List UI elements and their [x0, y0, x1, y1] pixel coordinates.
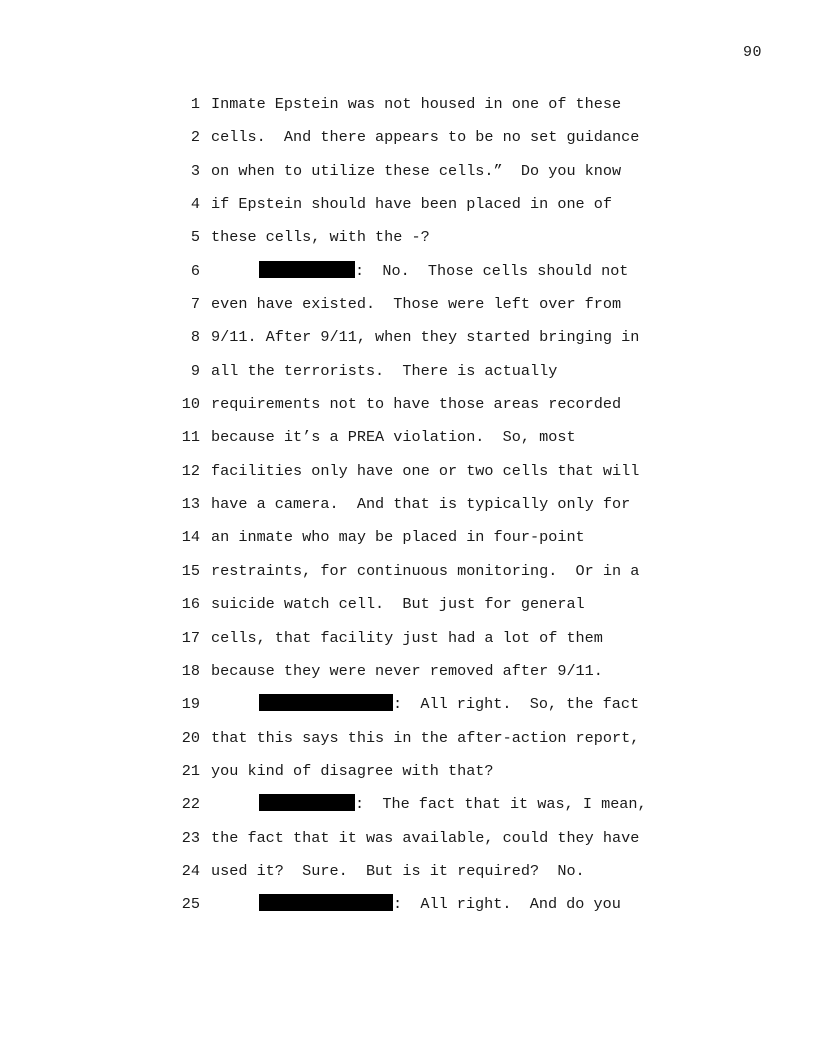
transcript-line — [0, 525, 816, 558]
transcript-line — [0, 192, 816, 225]
transcript-line — [0, 392, 816, 425]
speaker-turn — [259, 892, 621, 916]
line-text: that this says this in the after-action report, — [211, 728, 640, 747]
line-text: on when to utilize these cells.” Do you know — [211, 161, 622, 180]
line-number: 12 — [181, 461, 200, 480]
line-text: all the terrorists. There is actually — [211, 361, 558, 380]
line-number: 9 — [190, 361, 200, 380]
transcript-line — [0, 592, 816, 625]
line-number: 7 — [190, 295, 200, 314]
transcript-line — [0, 492, 816, 525]
transcript-line-speaker — [0, 692, 816, 725]
line-number: 24 — [181, 861, 200, 880]
transcript-line — [0, 225, 816, 258]
speaker-turn — [259, 792, 647, 816]
speaker-turn — [259, 692, 639, 716]
line-number: 16 — [181, 595, 200, 614]
line-text: cells, that facility just had a lot of them — [211, 628, 603, 647]
line-text: facilities only have one or two cells that will — [211, 461, 640, 480]
line-text: used it? Sure. But is it required? No. — [211, 861, 585, 880]
redaction-bar — [259, 894, 393, 911]
redaction-bar — [259, 261, 355, 278]
line-number: 10 — [181, 395, 200, 414]
line-text: requirements not to have those areas recorded — [211, 395, 622, 414]
line-number: 8 — [190, 328, 200, 347]
line-text: if Epstein should have been placed in one of — [211, 195, 613, 214]
transcript-line — [0, 826, 816, 859]
transcript-line — [0, 559, 816, 592]
transcript-line — [0, 659, 816, 692]
transcript-line — [0, 626, 816, 659]
line-number: 20 — [181, 728, 200, 747]
line-number: 19 — [181, 695, 200, 714]
transcript-line-speaker — [0, 792, 816, 825]
line-text: because it’s a PREA violation. So, most — [211, 428, 576, 447]
line-text: : The fact that it was, I mean, — [355, 795, 647, 814]
line-number: 15 — [181, 561, 200, 580]
line-text: : All right. And do you — [393, 895, 621, 914]
line-text: even have existed. Those were left over from — [211, 295, 622, 314]
line-text: cells. And there appears to be no set guidance — [211, 128, 640, 147]
line-number: 17 — [181, 628, 200, 647]
line-number: 22 — [181, 795, 200, 814]
redaction-bar — [259, 694, 393, 711]
line-number: 18 — [181, 661, 200, 680]
transcript-line — [0, 92, 816, 125]
transcript-line-speaker — [0, 259, 816, 292]
transcript-line — [0, 125, 816, 158]
line-number: 2 — [190, 128, 200, 147]
line-text: restraints, for continuous monitoring. Or in a — [211, 561, 640, 580]
line-number: 14 — [181, 528, 200, 547]
transcript-line — [0, 859, 816, 892]
line-text: these cells, with the -? — [211, 228, 430, 247]
line-text: because they were never removed after 9/11. — [211, 661, 603, 680]
line-text: 9/11. After 9/11, when they started bringing in — [211, 328, 640, 347]
line-number: 1 — [190, 95, 200, 113]
redaction-bar — [259, 794, 355, 811]
transcript-line — [0, 726, 816, 759]
transcript-line — [0, 325, 816, 358]
transcript-line — [0, 459, 816, 492]
line-number: 4 — [190, 195, 200, 214]
speaker-turn — [259, 259, 628, 283]
transcript-line — [0, 159, 816, 192]
line-text: have a camera. And that is typically only for — [211, 495, 631, 514]
transcript-line — [0, 359, 816, 392]
transcript-line — [0, 425, 816, 458]
line-text: the fact that it was available, could they have — [211, 828, 640, 847]
line-number: 21 — [181, 761, 200, 780]
line-number: 3 — [190, 161, 200, 180]
transcript-line — [0, 292, 816, 325]
line-text: suicide watch cell. But just for general — [211, 595, 585, 614]
line-text: : No. Those cells should not — [355, 261, 629, 280]
line-text: Inmate Epstein was not housed in one of these — [211, 95, 622, 113]
transcript-line — [0, 759, 816, 792]
line-text: : All right. So, the fact — [393, 695, 640, 714]
line-number: 13 — [181, 495, 200, 514]
line-number: 23 — [181, 828, 200, 847]
line-number: 5 — [190, 228, 200, 247]
line-text: you kind of disagree with that? — [211, 761, 494, 780]
line-number: 6 — [190, 261, 200, 280]
transcript-line-speaker — [0, 892, 816, 925]
line-number: 11 — [181, 428, 200, 447]
transcript-body — [0, 92, 816, 926]
line-text: an inmate who may be placed in four-point — [211, 528, 585, 547]
line-number: 25 — [181, 895, 200, 914]
page-number: 90 — [742, 44, 762, 61]
